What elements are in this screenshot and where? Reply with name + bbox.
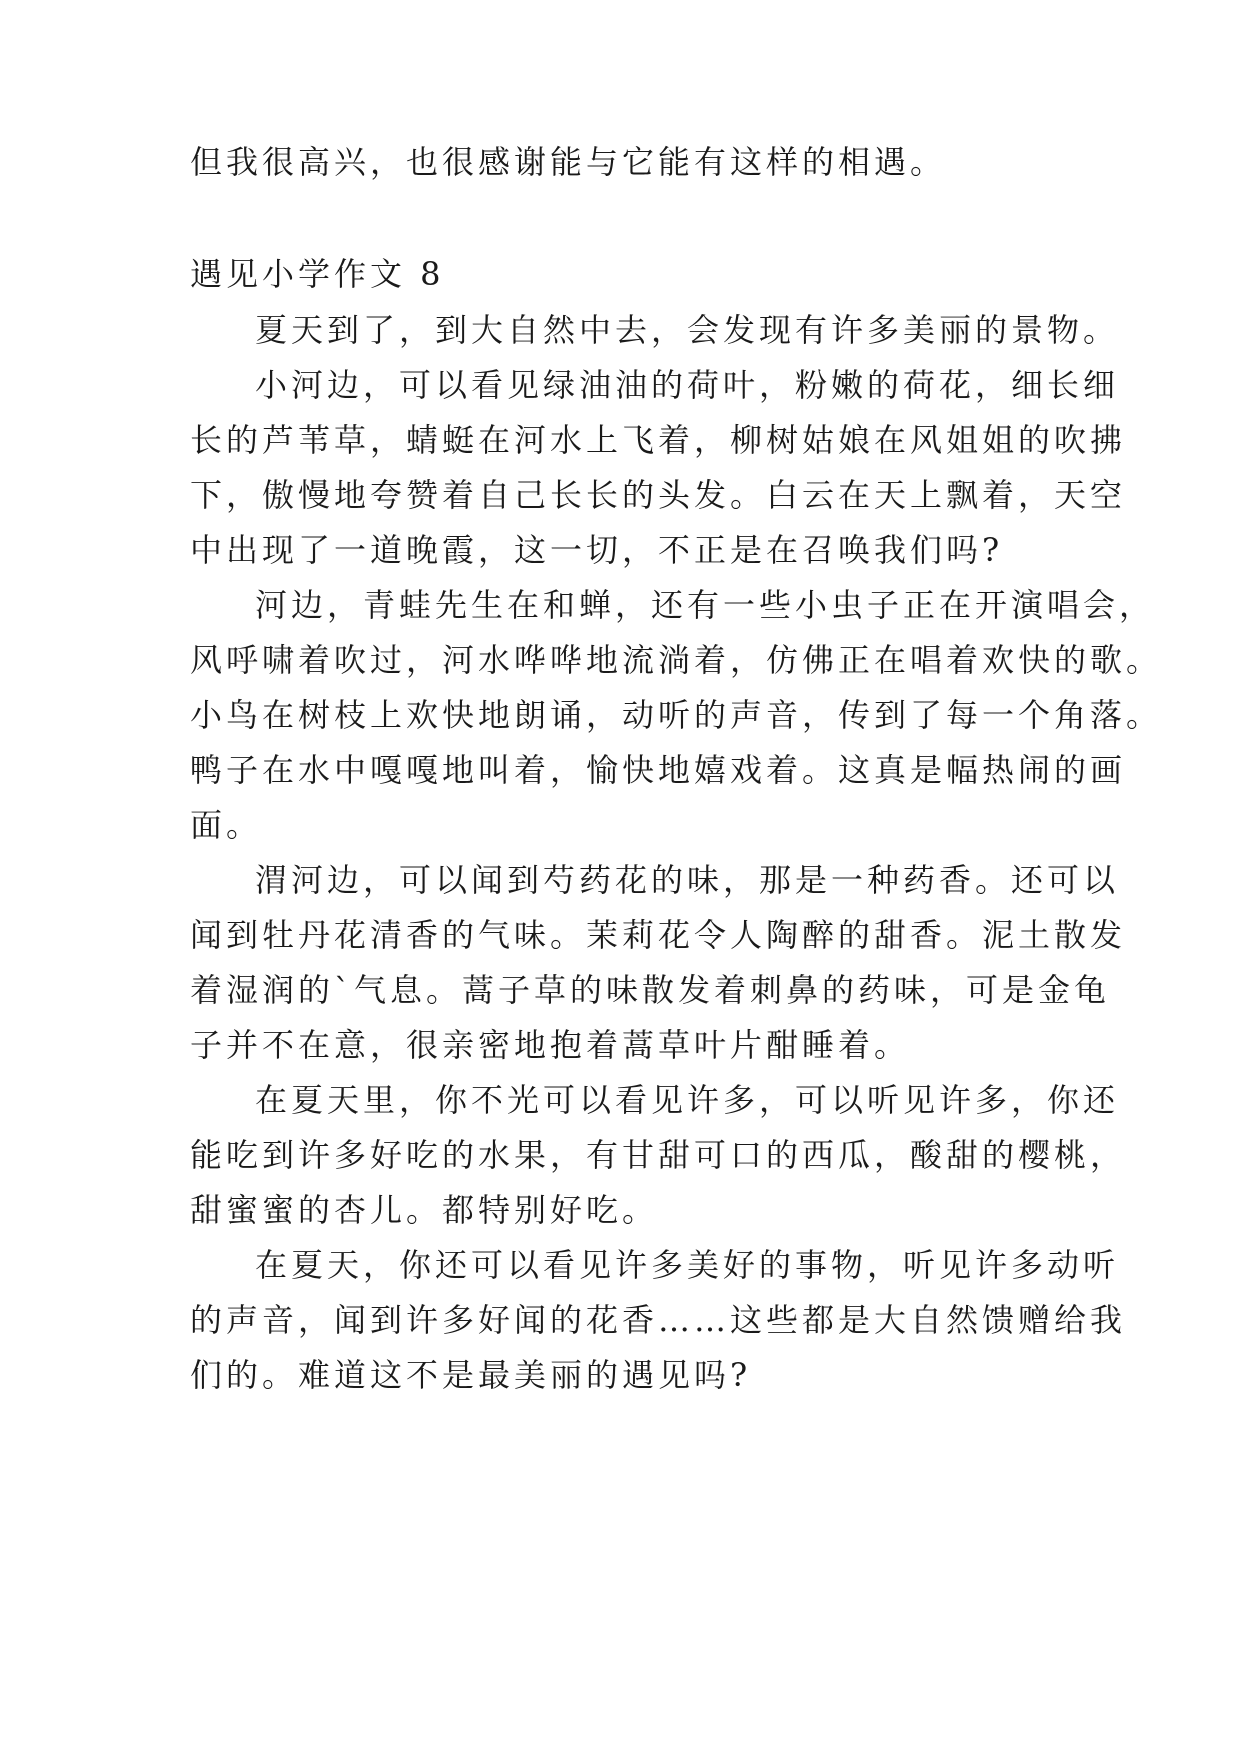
paragraph-3-line-1: 河边，青蛙先生在和蝉，还有一些小虫子正在开演唱会， (255, 586, 1156, 624)
paragraph-4-line-2: 闻到牡丹花清香的气味。茉莉花令人陶醉的甜香。泥土散发 (190, 916, 1127, 954)
paragraph-3-line-2: 风呼啸着吹过，河水哗哗地流淌着，仿佛正在唱着欢快的歌。 (190, 641, 1163, 679)
paragraph-5-line-1: 在夏天里，你不光可以看见许多，可以听见许多，你还 (255, 1081, 1120, 1119)
paragraph-3-line-4: 鸭子在水中嘎嘎地叫着，愉快地嬉戏着。这真是幅热闹的画 (190, 751, 1127, 789)
paragraph-5-line-2: 能吃到许多好吃的水果，有甘甜可口的西瓜，酸甜的樱桃， (190, 1136, 1127, 1174)
paragraph-4-line-4: 子并不在意，很亲密地抱着蒿草叶片酣睡着。 (190, 1026, 911, 1064)
paragraph-2-line-4: 中出现了一道晚霞，这一切，不正是在召唤我们吗? (190, 531, 1004, 569)
paragraph-1-line-1: 夏天到了，到大自然中去，会发现有许多美丽的景物。 (255, 311, 1120, 349)
paragraph-2-line-1: 小河边，可以看见绿油油的荷叶，粉嫩的荷花，细长细 (255, 366, 1120, 404)
paragraph-2-line-2: 长的芦苇草，蜻蜓在河水上飞着，柳树姑娘在风姐姐的吹拂 (190, 421, 1127, 459)
paragraph-6-line-2: 的声音，闻到许多好闻的花香……这些都是大自然馈赠给我 (190, 1301, 1127, 1339)
paragraph-3-line-3: 小鸟在树枝上欢快地朗诵，动听的声音，传到了每一个角落。 (190, 696, 1163, 734)
paragraph-6-line-3: 们的。难道这不是最美丽的遇见吗? (190, 1356, 752, 1394)
paragraph-6-line-1: 在夏天，你还可以看见许多美好的事物，听见许多动听 (255, 1246, 1120, 1284)
paragraph-4-line-3: 着湿润的`气息。蒿子草的味散发着刺鼻的药味，可是金龟 (190, 971, 1111, 1009)
paragraph-4-line-1: 渭河边，可以闻到芍药花的味，那是一种药香。还可以 (255, 861, 1120, 899)
paragraph-3-line-5: 面。 (190, 806, 263, 844)
previous-essay-last-line: 但我很高兴，也很感谢能与它能有这样的相遇。 (190, 143, 947, 181)
paragraph-2-line-3: 下，傲慢地夸赞着自己长长的头发。白云在天上飘着，天空 (190, 476, 1127, 514)
essay-heading: 遇见小学作文 8 (190, 255, 445, 293)
paragraph-5-line-3: 甜蜜蜜的杏儿。都特别好吃。 (190, 1191, 659, 1229)
